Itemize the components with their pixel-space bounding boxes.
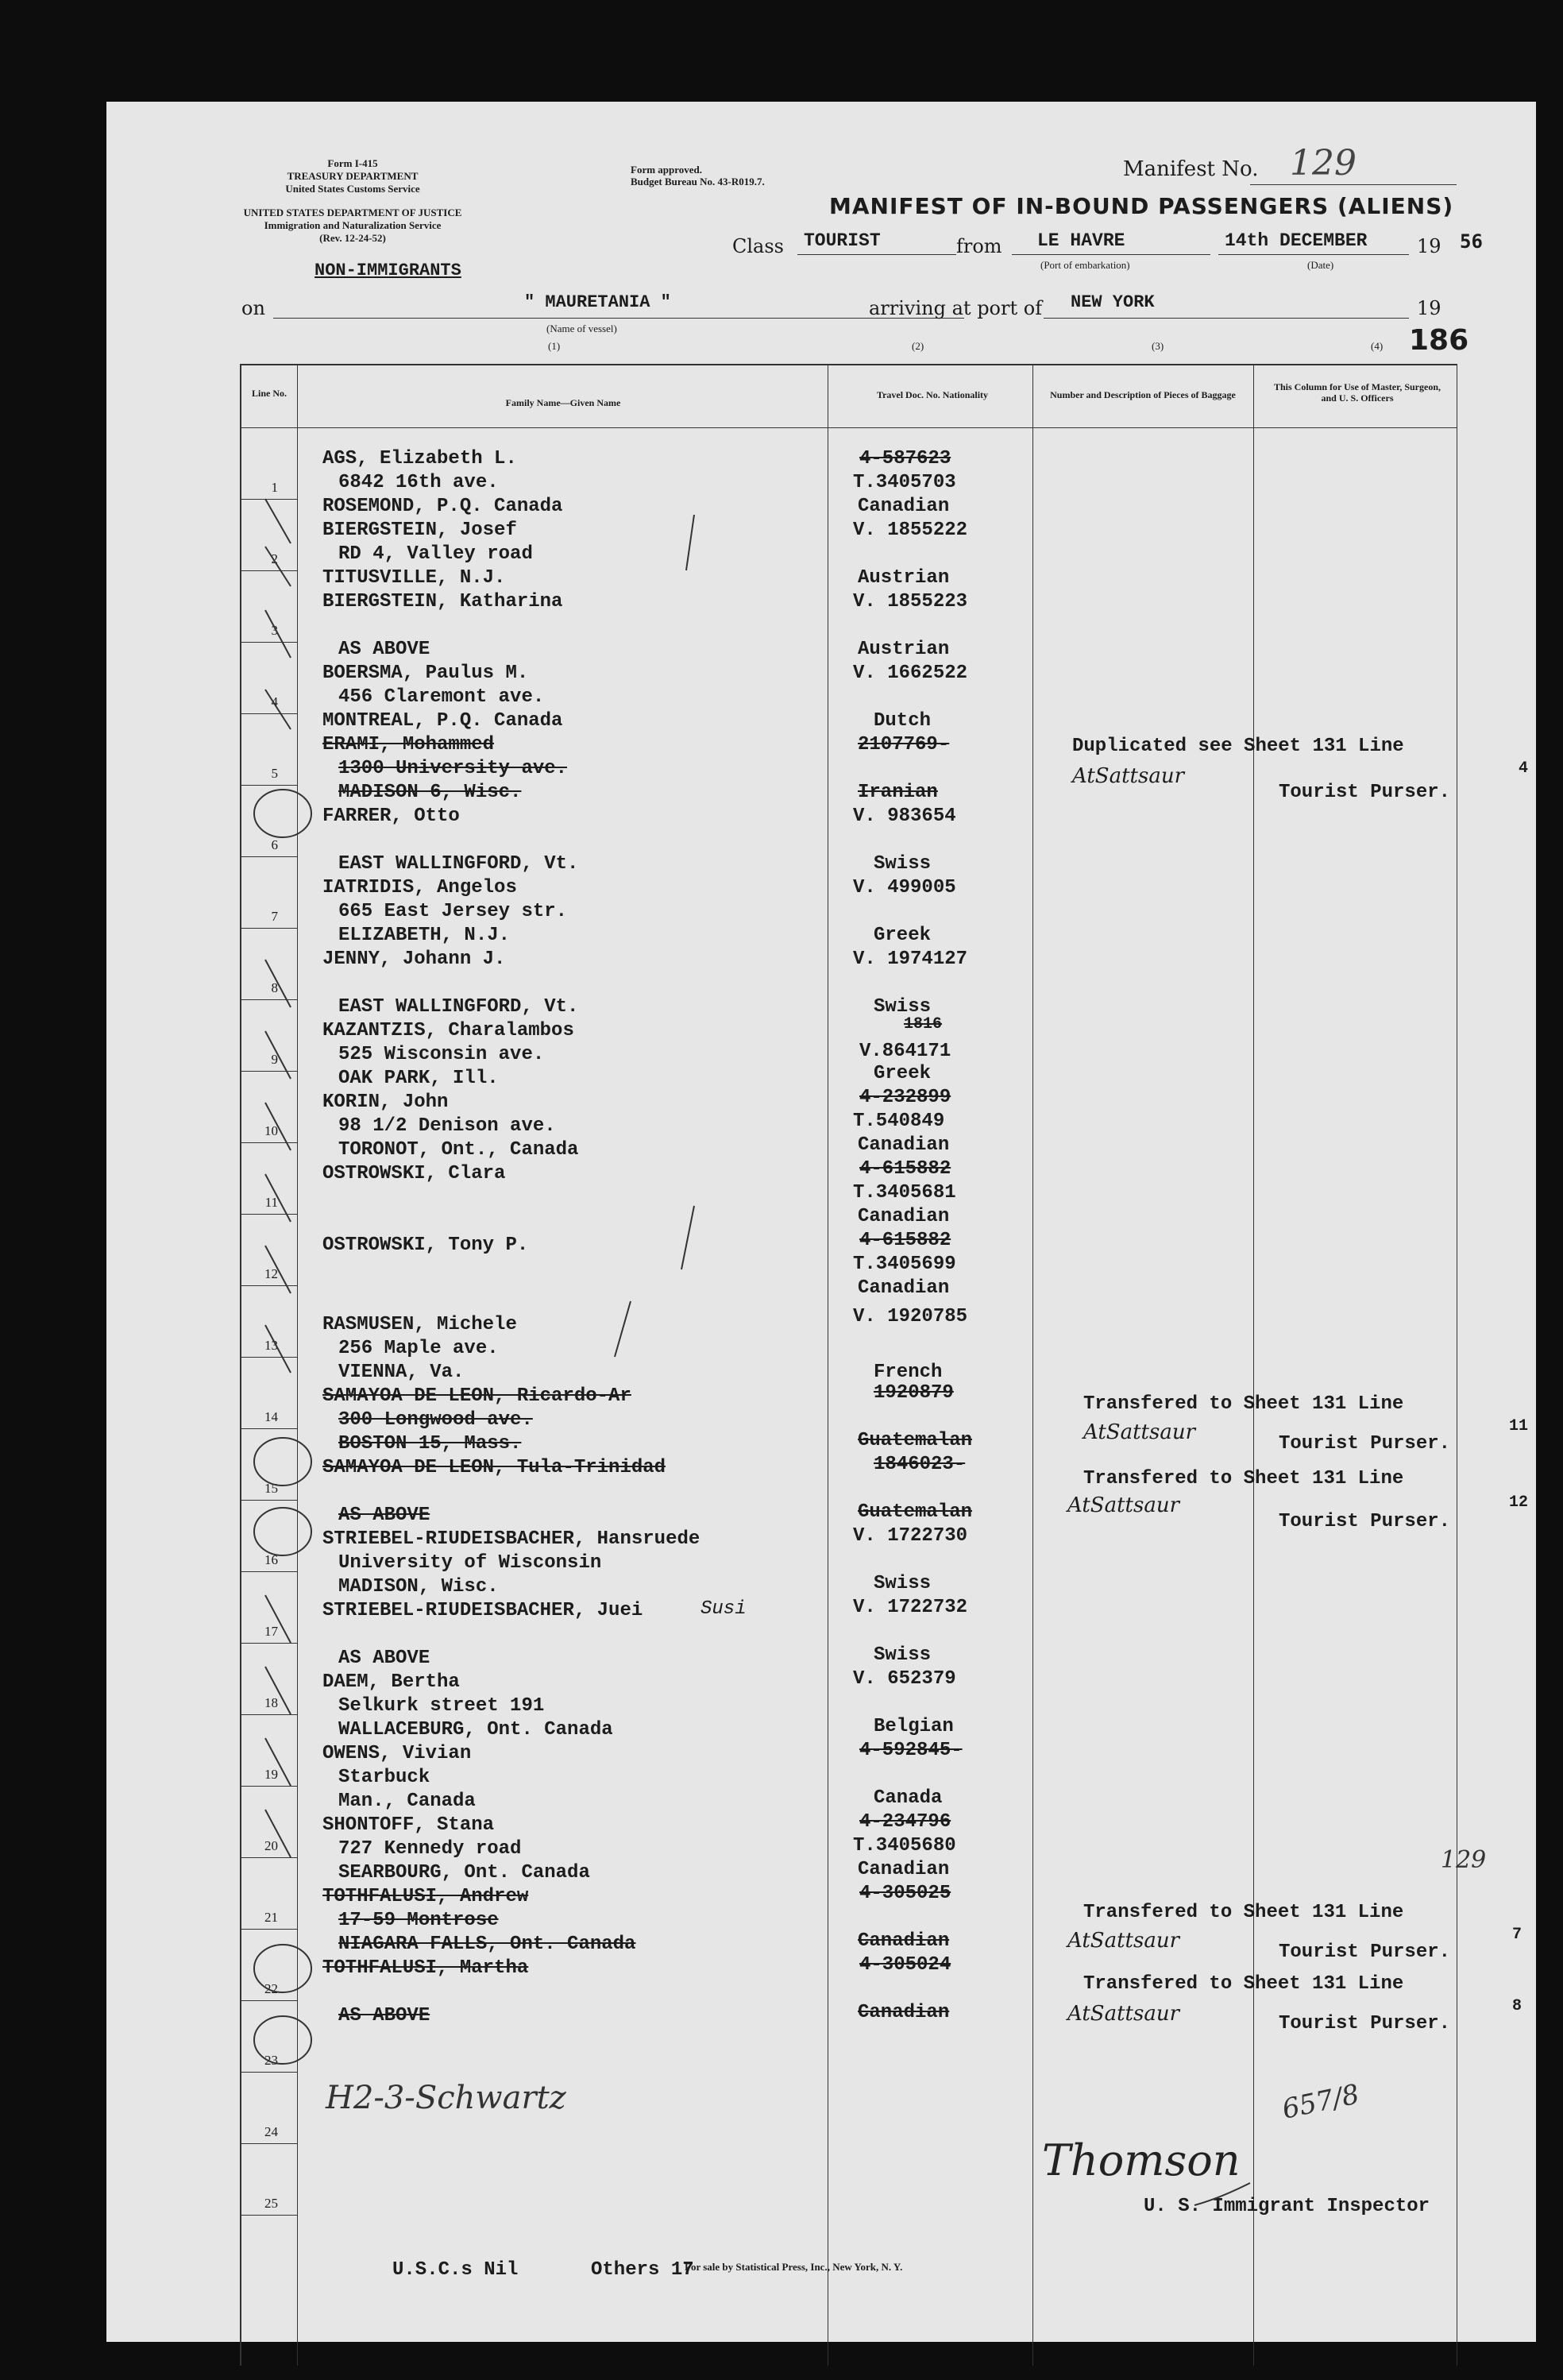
entry-20-doc-old: 4-234796 [859,1811,951,1833]
entry-8-name: JENNY, Johann J. [322,949,506,970]
remark-transfer-4-line: 8 [1512,1997,1522,2015]
entry-20-street: 727 Kennedy road [338,1838,522,1860]
purser-signature: AtSattsaur [1067,2002,1179,2026]
purser-signature: AtSattsaur [1072,764,1184,788]
entry-13-doc: V. 1920785 [853,1306,968,1327]
entry-17-doc: V. 1722732 [853,1597,968,1618]
manifest-title: MANIFEST OF IN-BOUND PASSENGERS (ALIENS) [829,193,1454,219]
entry-9-street: 525 Wisconsin ave. [338,1044,545,1065]
entry-1-nationality: Canadian [858,496,950,517]
line-number: 22 [264,1981,278,1996]
arriving-label: arriving at port of [869,297,1043,319]
vessel-name: " MAURETANIA " [524,292,671,312]
circled-line-number [254,790,311,837]
purser-signature: AtSattsaur [1067,1493,1179,1517]
entry-11-doc: T.3405681 [853,1182,956,1204]
entry-14-doc: 1920879 [874,1382,954,1404]
remark-transfer-3-line: 7 [1512,1926,1522,1944]
entry-7-doc: V. 499005 [853,877,956,898]
remark-transfer-3-purser: Tourist Purser. [1279,1941,1451,1963]
tick-mark [265,1667,291,1714]
year-prefix: 19 [1417,235,1441,257]
circled-line-number [254,1945,311,1992]
entry-8-doc: V. 1974127 [853,949,968,970]
entry-6-name: FARRER, Otto [322,806,460,827]
line-number: 2 [271,551,278,566]
remark-transfer-1-purser: Tourist Purser. [1279,1433,1451,1455]
column-header-travel-doc: Travel Doc. No. Nationality [876,389,989,400]
tick-mark [265,547,291,586]
manifest-label: Manifest No. [1123,157,1259,181]
remark-duplicated-line: 4 [1519,759,1529,778]
entry-18-street: Selkurk street 191 [338,1695,545,1717]
entry-16-doc: V. 1722730 [853,1525,968,1547]
entry-12-name: OSTROWSKI, Tony P. [322,1234,529,1256]
tick-mark [265,690,291,729]
line-number: 8 [271,980,278,995]
entry-6-doc: V. 983654 [853,806,956,827]
tick-mark [265,960,291,1007]
line-number: 12 [264,1266,278,1281]
entry-4-city: MONTREAL, P.Q. Canada [322,710,563,732]
tick-mark [265,1103,291,1150]
line-number: 23 [264,2053,278,2068]
entry-22-address: AS ABOVE [338,2005,430,2026]
entry-9-name: KAZANTZIS, Charalambos [322,1020,574,1041]
entry-18-name: DAEM, Bertha [322,1671,460,1693]
remark-transfer-3: Transfered to Sheet 131 Line [1083,1902,1404,1923]
column-header-baggage: Number and Description of Pieces of Baggage [1050,389,1236,400]
tick-mark [265,1595,291,1643]
line-number: 13 [264,1338,278,1353]
entry-14-city: BOSTON 15, Mass. [338,1433,522,1455]
entry-11-doc-old: 4-615882 [859,1158,951,1180]
ins-service: Immigration and Naturalization Service [264,219,442,231]
entry-11-nationality: Canadian [858,1206,950,1227]
circled-line-number [254,2016,311,2064]
tick-mark [265,1246,291,1293]
date-caption: (Date) [1307,259,1334,271]
from-value: LE HAVRE [1037,230,1125,251]
line-number: 21 [264,1910,278,1925]
others-count: Others 17 [591,2259,694,2281]
form-approved: Form approved. [631,164,703,176]
entry-21-nationality: Canadian [858,1930,950,1952]
manifest-number: 129 [1290,143,1357,184]
entry-14-nationality: Guatemalan [858,1430,973,1451]
entry-8-nationality: Swiss [874,996,932,1018]
col-2-number: (2) [912,340,924,352]
tick-mark [265,499,291,543]
entry-2-city: TITUSVILLE, N.J. [322,567,506,589]
entry-4-name: BOERSMA, Paulus M. [322,663,529,684]
line-number: 7 [271,909,278,924]
tick-mark [265,1325,291,1373]
usc-count: U.S.C.s Nil [392,2259,519,2281]
entry-17-handwritten-name: Susi [700,1598,747,1620]
line-number: 15 [264,1481,278,1496]
circled-line-number [254,1438,311,1486]
line-number: 6 [271,837,278,852]
circled-line-number [254,1508,311,1555]
year-suffix: 56 [1460,230,1483,253]
entry-16-nationality: Swiss [874,1573,932,1594]
entry-15-doc: 1846023- [874,1454,966,1475]
line-number: 14 [264,1409,278,1424]
entry-18-city: WALLACEBURG, Ont. Canada [338,1719,613,1741]
entry-14-name: SAMAYOA DE LEON, Ricardo-Ar [322,1385,631,1407]
remark-transfer-2: Transfered to Sheet 131 Line [1083,1468,1404,1489]
tick-mark [265,1031,291,1079]
entry-22-nationality: Canadian [858,2002,950,2023]
entry-13-nationality: French [874,1362,943,1383]
remark-transfer-4: Transfered to Sheet 131 Line [1083,1973,1404,1995]
entry-21-street: 17-59 Montrose [338,1910,499,1931]
entry-13-city: VIENNA, Va. [338,1362,465,1383]
entry-5-doc: 2107769- [858,734,950,755]
entry-14-street: 300 Longwood ave. [338,1409,533,1431]
entry-1-street: 6842 16th ave. [338,472,499,493]
entry-21-name: TOTHFALUSI, Andrew [322,1886,529,1907]
entry-22-name: TOTHFALUSI, Martha [322,1957,529,1979]
entry-22-doc: 4-305024 [859,1954,951,1976]
line-number: 24 [264,2124,278,2139]
line-number: 20 [264,1838,278,1853]
entry-15-nationality: Guatemalan [858,1501,973,1523]
entry-10-name: KORIN, John [322,1091,449,1113]
vessel-caption: (Name of vessel) [546,323,617,334]
remark-transfer-4-purser: Tourist Purser. [1279,2013,1451,2034]
entry-5-street: 1300 University ave. [338,758,568,779]
purser-signature: AtSattsaur [1083,1420,1195,1444]
entry-1-city: ROSEMOND, P.Q. Canada [322,496,563,517]
remark-duplicated: Duplicated see Sheet 131 Line [1072,736,1404,757]
entry-7-nationality: Greek [874,925,932,946]
entry-21-city: NIAGARA FALLS, Ont. Canada [338,1934,636,1955]
line-number: 16 [264,1552,278,1567]
line-number: 11 [264,1195,278,1210]
entry-8-address: EAST WALLINGFORD, Vt. [338,996,579,1018]
remark-transfer-2-line: 12 [1509,1493,1529,1512]
line-number: 3 [271,623,278,638]
entry-7-name: IATRIDIS, Angelos [322,877,517,898]
entry-3-nationality: Austrian [858,639,950,660]
handwritten-note: H2-3-Schwartz [326,2080,566,2116]
line-number: 25 [264,2196,278,2211]
entry-5-city: MADISON 6, Wisc. [338,782,522,803]
entry-3-doc: V. 1855223 [853,591,968,612]
class-label: Class [732,235,784,257]
entry-17-address: AS ABOVE [338,1648,430,1669]
justice-department: UNITED STATES DEPARTMENT OF JUSTICE [243,207,462,218]
entry-10-nationality: Canadian [858,1134,950,1156]
entry-19-city: Man., Canada [338,1791,476,1812]
form-id: Form I-415 [327,157,378,169]
entry-9-city: OAK PARK, Ill. [338,1068,499,1089]
tick-mark [265,1738,291,1786]
entry-9-doc-old: 1816 [904,1015,943,1034]
remark-transfer-1: Transfered to Sheet 131 Line [1083,1393,1404,1415]
tick-mark [265,1810,291,1857]
entry-1-doc: T.3405703 [853,472,956,493]
arrival-port: NEW YORK [1071,292,1155,312]
column-header-name: Family Name—Given Name [505,397,621,408]
tick-mark [265,1174,291,1222]
date-value: 14th DECEMBER [1225,230,1368,251]
tick-mark [265,610,291,658]
tick-mark [615,1301,631,1357]
entry-2-doc: V. 1855222 [853,520,968,541]
entry-11-name: OSTROWSKI, Clara [322,1163,506,1184]
entry-6-nationality: Swiss [874,853,932,875]
line-number: 5 [271,766,278,781]
entry-12-doc: T.3405699 [853,1254,956,1275]
port-embark-caption: (Port of embarkation) [1040,259,1130,271]
handwritten-fraction: 657/8 [1279,2078,1363,2126]
entry-5-nationality: Iranian [858,782,938,803]
stamp-number: 186 [1409,324,1469,357]
treasury-department: TREASURY DEPARTMENT [287,170,419,182]
entry-17-name: STRIEBEL-RIUDEISBACHER, Juei [322,1600,643,1621]
line-number: 17 [264,1624,278,1639]
entry-10-street: 98 1/2 Denison ave. [338,1115,556,1137]
entry-7-city: ELIZABETH, N.J. [338,925,511,946]
entry-4-doc: V. 1662522 [853,663,968,684]
col-3-number: (3) [1152,340,1164,352]
line-number: 9 [271,1052,278,1067]
entry-19-nationality: Canada [874,1787,943,1809]
customs-service: United States Customs Service [285,183,420,195]
line-number: 10 [264,1123,278,1138]
entry-1-doc-old: 4-587623 [859,448,951,469]
entry-3-name: BIERGSTEIN, Katharina [322,591,563,612]
entry-18-doc: V. 652379 [853,1668,956,1690]
printer-line: For sale by Statistical Press, Inc., New York, N. Y. [685,2261,903,2273]
inspector-title: U. S. Immigrant Inspector [1144,2196,1430,2217]
line-number: 4 [271,694,278,709]
entry-19-street: Starbuck [338,1767,430,1788]
entry-21-doc: 4-305025 [859,1883,951,1904]
entry-19-name: OWENS, Vivian [322,1743,472,1764]
entry-10-doc-old: 4-232899 [859,1087,951,1108]
entry-17-nationality: Swiss [874,1644,932,1666]
column-header-line: Line No. [251,388,287,399]
entry-18-nationality: Belgian [874,1716,954,1737]
entry-6-address: EAST WALLINGFORD, Vt. [338,853,579,875]
entry-5-name: ERAMI, Mohammed [322,734,495,755]
year2-prefix: 19 [1417,297,1441,319]
entry-16-city: MADISON, Wisc. [338,1576,499,1598]
class-value: TOURIST [804,230,881,251]
line-number: 18 [264,1695,278,1710]
entry-19-doc: 4-592845- [859,1740,963,1761]
manifest-page [106,102,1536,2342]
inspector-signature: Thomson [1042,2135,1241,2185]
entry-13-name: RASMUSEN, Michele [322,1314,517,1335]
remark-purser: Tourist Purser. [1279,782,1451,803]
margin-marks [106,102,1536,2342]
entry-9-doc: V.864171 [859,1041,951,1062]
entry-16-street: University of Wisconsin [338,1552,602,1574]
entry-20-name: SHONTOFF, Stana [322,1814,495,1836]
entry-2-nationality: Austrian [858,567,950,589]
purser-signature: AtSattsaur [1067,1929,1179,1953]
entry-9-nationality: Greek [874,1063,932,1084]
entry-20-doc: T.3405680 [853,1835,956,1856]
entry-10-doc: T.540849 [853,1111,945,1132]
on-label: on [241,297,265,319]
entry-16-name: STRIEBEL-RIUDEISBACHER, Hansruede [322,1528,700,1550]
tick-mark [681,1206,694,1269]
entry-13-street: 256 Maple ave. [338,1338,499,1359]
col-4-number: (4) [1371,340,1384,352]
entry-20-city: SEARBOURG, Ont. Canada [338,1862,590,1884]
entry-4-street: 456 Claremont ave. [338,686,545,708]
from-label: from [956,235,1002,257]
entry-12-nationality: Canadian [858,1277,950,1299]
entry-20-nationality: Canadian [858,1859,950,1880]
entry-2-name: BIERGSTEIN, Josef [322,520,517,541]
column-header-officers: This Column for Use of Master, Surgeon, and U. S. Officers [1273,381,1441,404]
entry-12-doc-old: 4-615882 [859,1230,951,1251]
entry-4-nationality: Dutch [874,710,932,732]
entry-7-street: 665 East Jersey str. [338,901,568,922]
entry-15-name: SAMAYOA DE LEON, Tula-Trinidad [322,1457,666,1478]
remark-transfer-1-line: 11 [1509,1417,1529,1435]
tick-mark [686,515,694,570]
line-number: 19 [264,1767,278,1782]
remark-transfer-2-purser: Tourist Purser. [1279,1511,1451,1532]
non-immigrants: NON-IMMIGRANTS [315,261,461,280]
entry-15-address: AS ABOVE [338,1505,430,1526]
line-number: 1 [271,480,278,495]
side-number: 129 [1441,1846,1487,1874]
entry-3-address: AS ABOVE [338,639,430,660]
col-1-number: (1) [548,340,561,352]
revision: (Rev. 12-24-52) [319,232,386,244]
entry-1-name: AGS, Elizabeth L. [322,448,517,469]
entry-2-street: RD 4, Valley road [338,543,533,565]
entry-10-city: TORONOT, Ont., Canada [338,1139,579,1161]
budget-bureau: Budget Bureau No. 43-R019.7. [631,176,765,187]
underline-stroke [1194,2183,1250,2205]
